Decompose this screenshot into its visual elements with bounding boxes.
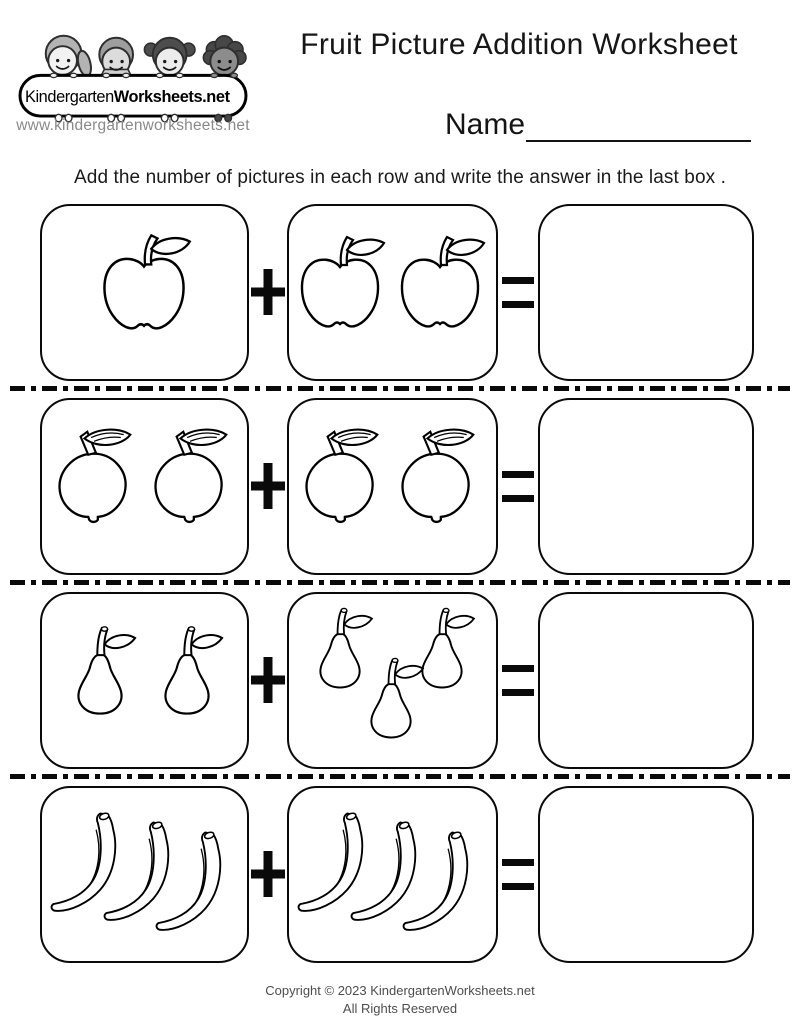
addend-right-box (287, 398, 498, 575)
logo-kid-boy-gray (99, 38, 133, 76)
answer-box[interactable] (538, 398, 754, 575)
addend-right-box (287, 592, 498, 769)
logo-kid-boy-curly (203, 36, 246, 76)
answer-box[interactable] (538, 592, 754, 769)
addend-right-box (287, 786, 498, 963)
row-separator-dashed-line (10, 386, 790, 391)
equals-sign (498, 471, 538, 502)
problem-row (0, 591, 800, 769)
plus-sign (249, 657, 287, 703)
plus-sign (249, 269, 287, 315)
logo-kids-illustration (14, 10, 252, 123)
apple-icon (290, 234, 390, 349)
addend-left-box (40, 592, 249, 769)
rights-text: All Rights Reserved (342, 1001, 458, 1016)
lemon-icon (389, 427, 485, 537)
plus-icon (251, 657, 285, 703)
apple-icon (390, 234, 490, 349)
name-label: Name (445, 108, 526, 141)
logo-url-text: www.kindergartenworksheets.net (16, 117, 250, 134)
equals-sign (498, 859, 538, 890)
equals-sign (498, 665, 538, 696)
row-separator-dashed-line (10, 774, 790, 779)
plus-icon (251, 851, 285, 897)
answer-box[interactable] (538, 786, 754, 963)
equals-icon (502, 471, 534, 502)
page-title: Fruit Picture Addition Worksheet (300, 28, 738, 61)
plus-icon (251, 269, 285, 315)
lemon-icon (142, 427, 238, 537)
row-separator-dashed-line (10, 580, 790, 585)
copyright-text: Copyright © 2023 KindergartenWorksheets.net (265, 983, 535, 998)
answer-box[interactable] (538, 204, 754, 381)
pear-icon (350, 649, 432, 762)
addend-left-box (40, 398, 249, 575)
plus-icon (251, 463, 285, 509)
problem-row (0, 203, 800, 381)
equals-icon (502, 665, 534, 696)
banana-icon (149, 810, 243, 954)
name-field-row (445, 108, 751, 142)
site-logo (14, 10, 252, 128)
pear-icon (55, 616, 145, 741)
banana-icon (396, 810, 490, 954)
rows (0, 203, 800, 963)
logo-brand-text: KindergartenWorksheets.net (24, 88, 230, 107)
equals-icon (502, 859, 534, 890)
footer (0, 982, 800, 1018)
problem-row (0, 397, 800, 575)
logo-kid-girl-pigtails (144, 38, 195, 76)
name-fill-in-line[interactable] (526, 110, 751, 142)
logo-kid-girl-gray (46, 36, 94, 78)
lemon-icon (46, 427, 142, 537)
problem-row (0, 785, 800, 963)
addend-left-box (40, 786, 249, 963)
plus-sign (249, 851, 287, 897)
equals-sign (498, 277, 538, 308)
addend-right-box (287, 204, 498, 381)
pear-icon (142, 616, 232, 741)
lemon-icon (293, 427, 389, 537)
plus-sign (249, 463, 287, 509)
addend-left-box (40, 204, 249, 381)
instruction-text: Add the number of pictures in each row and write the answer in the last box . (74, 167, 726, 188)
equals-icon (502, 277, 534, 308)
apple-icon (92, 232, 196, 352)
